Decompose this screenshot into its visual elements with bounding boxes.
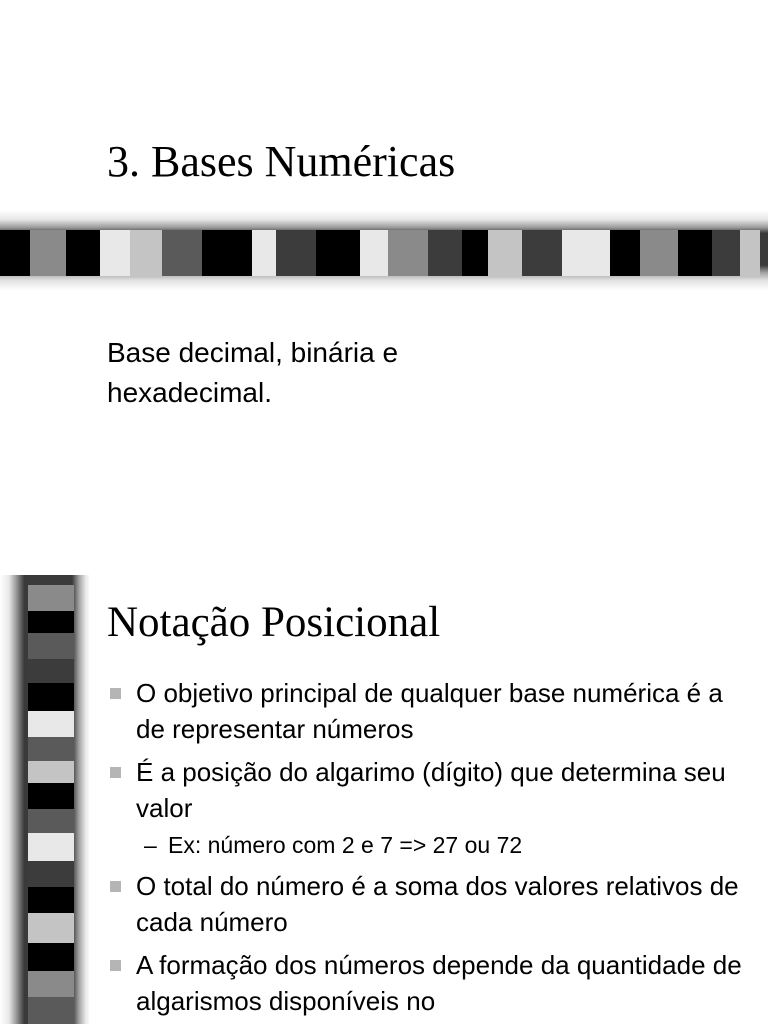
film-band-square <box>28 633 74 659</box>
film-band-square <box>28 585 74 611</box>
film-band-square <box>202 230 252 276</box>
film-band-square <box>640 230 678 276</box>
sub-bullet-item <box>108 830 748 860</box>
bullet-item <box>108 754 748 826</box>
decorative-film-band <box>0 230 768 276</box>
bullet-text: O objetivo principal de qualquer base numérica é a de representar números <box>136 678 723 744</box>
film-band-square <box>28 659 74 683</box>
film-band-square <box>28 913 74 943</box>
film-band-square <box>316 230 360 276</box>
film-band-square <box>28 683 74 711</box>
bullet-text: É a posição do algarimo (dígito) que determina seu valor <box>136 757 726 823</box>
film-band-square <box>28 971 74 997</box>
film-band-square <box>678 230 712 276</box>
film-band-square <box>28 997 74 1024</box>
film-band-square <box>28 761 74 783</box>
bullet-list <box>108 675 748 1024</box>
film-band-square <box>388 230 428 276</box>
film-band-square <box>130 230 162 276</box>
slide-2 <box>0 575 768 1024</box>
film-band-square <box>740 230 760 276</box>
square-bullet-icon <box>110 688 121 699</box>
film-band-square <box>276 230 316 276</box>
film-band-square <box>30 230 66 276</box>
film-band-square <box>712 230 740 276</box>
decorative-vertical-film-band <box>28 585 74 1024</box>
film-band-square <box>462 230 488 276</box>
slide-title: Notação Posicional <box>107 599 441 646</box>
film-band-square <box>28 809 74 833</box>
film-band-square <box>610 230 640 276</box>
film-band-square <box>28 833 74 861</box>
square-bullet-icon <box>110 767 121 778</box>
film-band-square <box>28 783 74 809</box>
film-band-square <box>28 611 74 633</box>
film-band-square <box>0 230 30 276</box>
film-band-square <box>28 861 74 887</box>
slide-title: 3. Bases Numéricas <box>107 137 456 186</box>
bullet-text: O total do número é a soma dos valores relativos de cada número <box>136 871 739 937</box>
film-band-square <box>28 887 74 913</box>
vertical-film-band-shadow <box>0 575 90 1024</box>
film-band-square <box>360 230 388 276</box>
film-band-square <box>28 737 74 761</box>
dash-marker: – <box>144 832 157 858</box>
film-band-square <box>66 230 100 276</box>
square-bullet-icon <box>110 881 121 892</box>
film-band-square <box>252 230 276 276</box>
bullet-item <box>108 868 748 940</box>
film-band-square <box>28 943 74 971</box>
slide-subtitle: Base decimal, binária e hexadecimal. <box>107 337 399 408</box>
bullet-item <box>108 947 748 1019</box>
sub-bullet-text: Ex: número com 2 e 7 => 27 ou 72 <box>168 832 523 858</box>
film-band-square <box>28 711 74 737</box>
film-band-square <box>488 230 522 276</box>
bullet-item <box>108 675 748 747</box>
square-bullet-icon <box>110 960 121 971</box>
film-band-square <box>428 230 462 276</box>
bullet-text: A formação dos números depende da quantidade de algarismos disponíveis no <box>136 950 742 1016</box>
film-band-square <box>522 230 562 276</box>
film-band-square <box>100 230 130 276</box>
film-band-square <box>562 230 610 276</box>
film-band-square <box>162 230 202 276</box>
